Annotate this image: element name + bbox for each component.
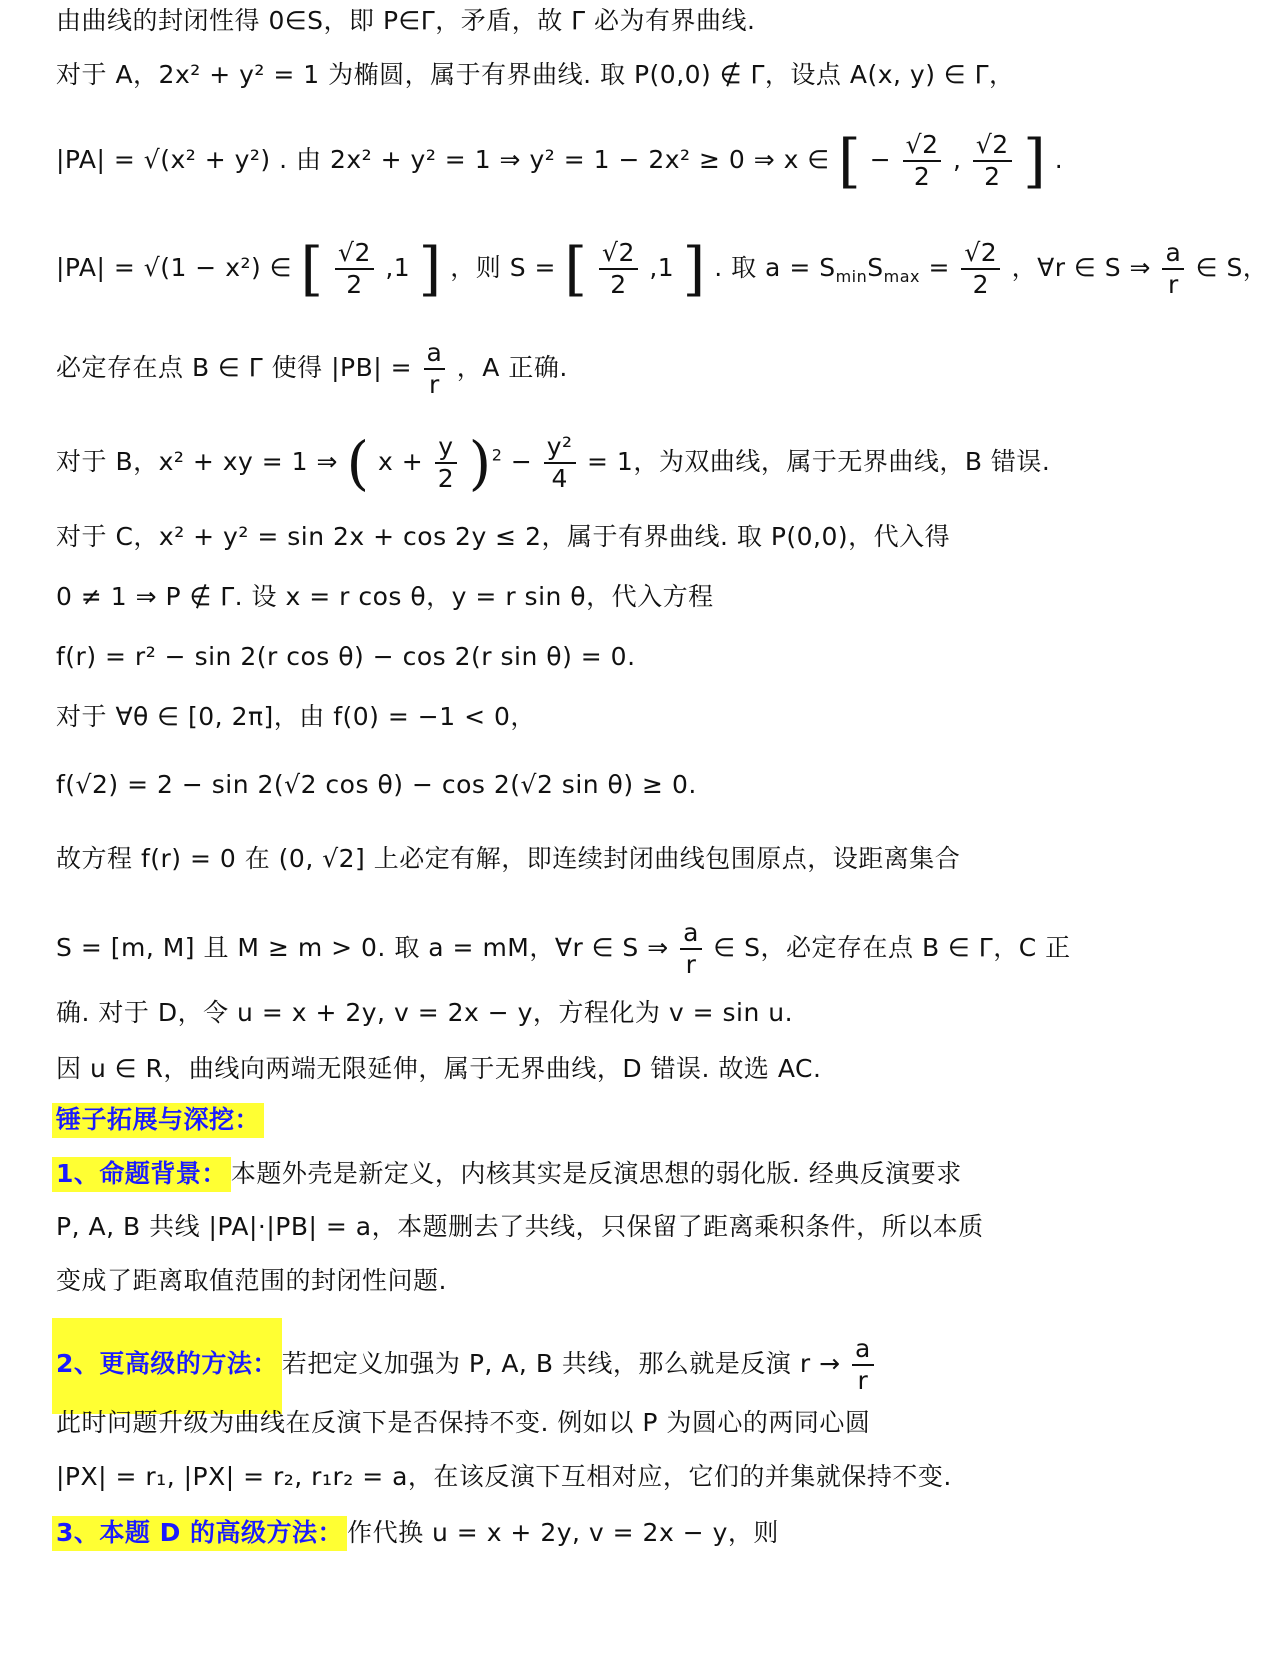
line-text: 对于 ∀θ ∈ [0, 2π]，由 f(0) = −1 < 0，: [56, 702, 536, 731]
period: .: [1054, 145, 1064, 174]
text-line: [56, 1458, 952, 1496]
line-text: ，A 正确.: [456, 353, 568, 382]
line-text: ，∀r ∈ S ⇒: [1011, 253, 1151, 282]
numerator: y: [435, 432, 456, 464]
text-line: [56, 1262, 447, 1300]
highlighted-label: 2、更高级的方法：: [52, 1318, 282, 1414]
line-text: = 1，为双曲线，属于无界曲线，B 错误.: [587, 447, 1051, 476]
line-text: 若把定义加强为 P, A, B 共线，那么就是反演 r →: [281, 1349, 841, 1378]
numerator: a: [680, 918, 702, 950]
line-text: P, A, B 共线 |PA|·|PB| = a，本题删去了共线，只保留了距离乘积条件，所以本质: [56, 1212, 984, 1241]
denominator: 2: [913, 162, 931, 191]
minus-sign: −: [869, 145, 892, 174]
numerator: √2: [599, 238, 638, 270]
numerator: √2: [903, 130, 942, 162]
text-line: [56, 56, 1015, 94]
line-text: 故方程 f(r) = 0 在 (0, √2] 上必定有解，即连续封闭曲线包围原点，设距离集合: [56, 844, 961, 873]
highlighted-heading: 锤子拓展与深挖：: [52, 1103, 264, 1138]
line-text: 对于 B，x² + xy = 1 ⇒: [56, 447, 338, 476]
text-line: [56, 698, 536, 736]
line-text: 由曲线的封闭性得 0∈S，即 P∈Γ，矛盾，故 Γ 必为有界曲线.: [56, 6, 756, 35]
text-line: [56, 1050, 821, 1088]
formula-line: [56, 1318, 877, 1414]
comma: ,: [952, 145, 962, 174]
term-x-plus: x +: [378, 447, 424, 476]
text-line: [56, 1155, 962, 1193]
text-line: [56, 518, 950, 556]
fraction-sqrt2-over-2: [599, 238, 638, 300]
exponent: 2: [491, 445, 503, 465]
line-text: f(r) = r² − sin 2(r cos θ) − cos 2(r sin θ) = 0.: [56, 642, 636, 671]
right-bracket: ]: [418, 235, 442, 303]
right-bracket: ]: [1023, 127, 1047, 195]
text-line: [56, 766, 697, 804]
left-bracket: [: [564, 235, 588, 303]
left-bracket: [: [838, 127, 862, 195]
text-line: [56, 1404, 870, 1442]
text-line: [56, 1208, 984, 1246]
line-text: |PA| = √(x² + y²): [56, 145, 271, 174]
line-text: 对于 A，2x² + y² = 1 为椭圆，属于有界曲线. 取 P(0,0) ∉ Γ，设点 A(x, y) ∈ Γ，: [56, 60, 1015, 89]
subscript-max: max: [883, 267, 920, 286]
right-bracket: ]: [682, 235, 706, 303]
line-text: |PX| = r₁, |PX| = r₂, r₁r₂ = a，在该反演下互相对应，它们的并集就保持不变.: [56, 1462, 952, 1491]
line-text: 因 u ∈ R，曲线向两端无限延伸，属于无界曲线，D 错误. 故选 AC.: [56, 1054, 822, 1083]
denominator: r: [429, 370, 440, 399]
left-paren: (: [346, 429, 370, 497]
interval-end: ,1: [649, 253, 675, 282]
right-paren: ): [468, 429, 492, 497]
highlighted-label: 1、命题背景：: [52, 1157, 231, 1192]
denominator: r: [857, 1366, 869, 1395]
fraction-a-over-r: [424, 338, 446, 400]
line-text: 变成了距离取值范围的封闭性问题.: [56, 1266, 447, 1295]
numerator: √2: [961, 238, 1000, 270]
formula-line: [56, 918, 1071, 980]
highlighted-label: 3、本题 D 的高级方法：: [52, 1516, 347, 1551]
line-text: . 取 a = S: [714, 253, 836, 282]
denominator: 2: [972, 270, 989, 299]
denominator: r: [1167, 270, 1179, 299]
denominator: 2: [437, 464, 455, 493]
subscript-min: min: [835, 267, 868, 286]
formula-line: [56, 429, 1051, 497]
fraction-sqrt2-over-2: [961, 238, 1000, 300]
line-text: 此时问题升级为曲线在反演下是否保持不变. 例如以 P 为圆心的两同心圆: [56, 1408, 871, 1437]
line-text: 必定存在点 B ∈ Γ 使得 |PB| =: [56, 353, 413, 382]
denominator: 4: [551, 464, 568, 493]
denominator: 2: [984, 162, 1001, 191]
text-line: [56, 1514, 779, 1552]
numerator: a: [424, 338, 446, 370]
text-line: [56, 2, 756, 40]
denominator: r: [685, 950, 697, 979]
fraction-y2-over-4: [544, 432, 576, 494]
fraction-a-over-r: [1162, 238, 1184, 300]
line-text: f(√2) = 2 − sin 2(√2 cos θ) − cos 2(√2 sin θ) ≥ 0.: [56, 770, 697, 799]
text-line: [56, 840, 960, 878]
line-text: 本题外壳是新定义，内核其实是反演思想的弱化版. 经典反演要求: [230, 1159, 962, 1188]
line-text: 0 ≠ 1 ⇒ P ∉ Γ. 设 x = r cos θ，y = r sin θ，代入方程: [56, 582, 714, 611]
fraction-a-over-r: [852, 1334, 874, 1396]
fraction-sqrt2-over-2: [903, 130, 942, 192]
minus-sign: −: [510, 447, 533, 476]
line-text: ∈ S，必定存在点 B ∈ Γ，C 正: [713, 933, 1071, 962]
left-bracket: [: [300, 235, 324, 303]
text-line: [56, 994, 793, 1032]
numerator: √2: [973, 130, 1012, 162]
fraction-sqrt2-over-2: [973, 130, 1012, 192]
line-text: |PA| = √(1 − x²) ∈: [56, 253, 292, 282]
line-text: 作代换 u = x + 2y, v = 2x − y，则: [347, 1518, 779, 1547]
text-line: [56, 638, 636, 676]
numerator: a: [1162, 238, 1184, 270]
line-text: 对于 C，x² + y² = sin 2x + cos 2y ≤ 2，属于有界曲线. 取 P(0,0)，代入得: [56, 522, 951, 551]
text-line: [56, 578, 714, 616]
numerator: y²: [544, 432, 576, 464]
formula-line: [56, 235, 1268, 303]
denominator: 2: [346, 270, 363, 299]
formula-line: [56, 338, 568, 400]
section-heading: [56, 1101, 264, 1139]
line-text: ∈ S，: [1195, 253, 1268, 282]
symbol-s: S: [867, 253, 884, 282]
fraction-y-over-2: [435, 432, 457, 494]
denominator: 2: [610, 270, 627, 299]
line-text: ，则 S =: [450, 253, 556, 282]
fraction-sqrt2-over-2: [335, 238, 374, 300]
line-text: S = [m, M] 且 M ≥ m > 0. 取 a = mM，∀r ∈ S ⇒: [56, 933, 669, 962]
numerator: √2: [335, 238, 374, 270]
line-text: 确. 对于 D，令 u = x + 2y, v = 2x − y，方程化为 v = sin u.: [56, 998, 794, 1027]
formula-line: [56, 127, 1064, 195]
equals: =: [928, 253, 950, 282]
numerator: a: [852, 1334, 874, 1366]
interval-end: ,1: [385, 253, 411, 282]
line-text: . 由 2x² + y² = 1 ⇒ y² = 1 − 2x² ≥ 0 ⇒ x ∈: [279, 145, 830, 174]
fraction-a-over-r: [680, 918, 702, 980]
